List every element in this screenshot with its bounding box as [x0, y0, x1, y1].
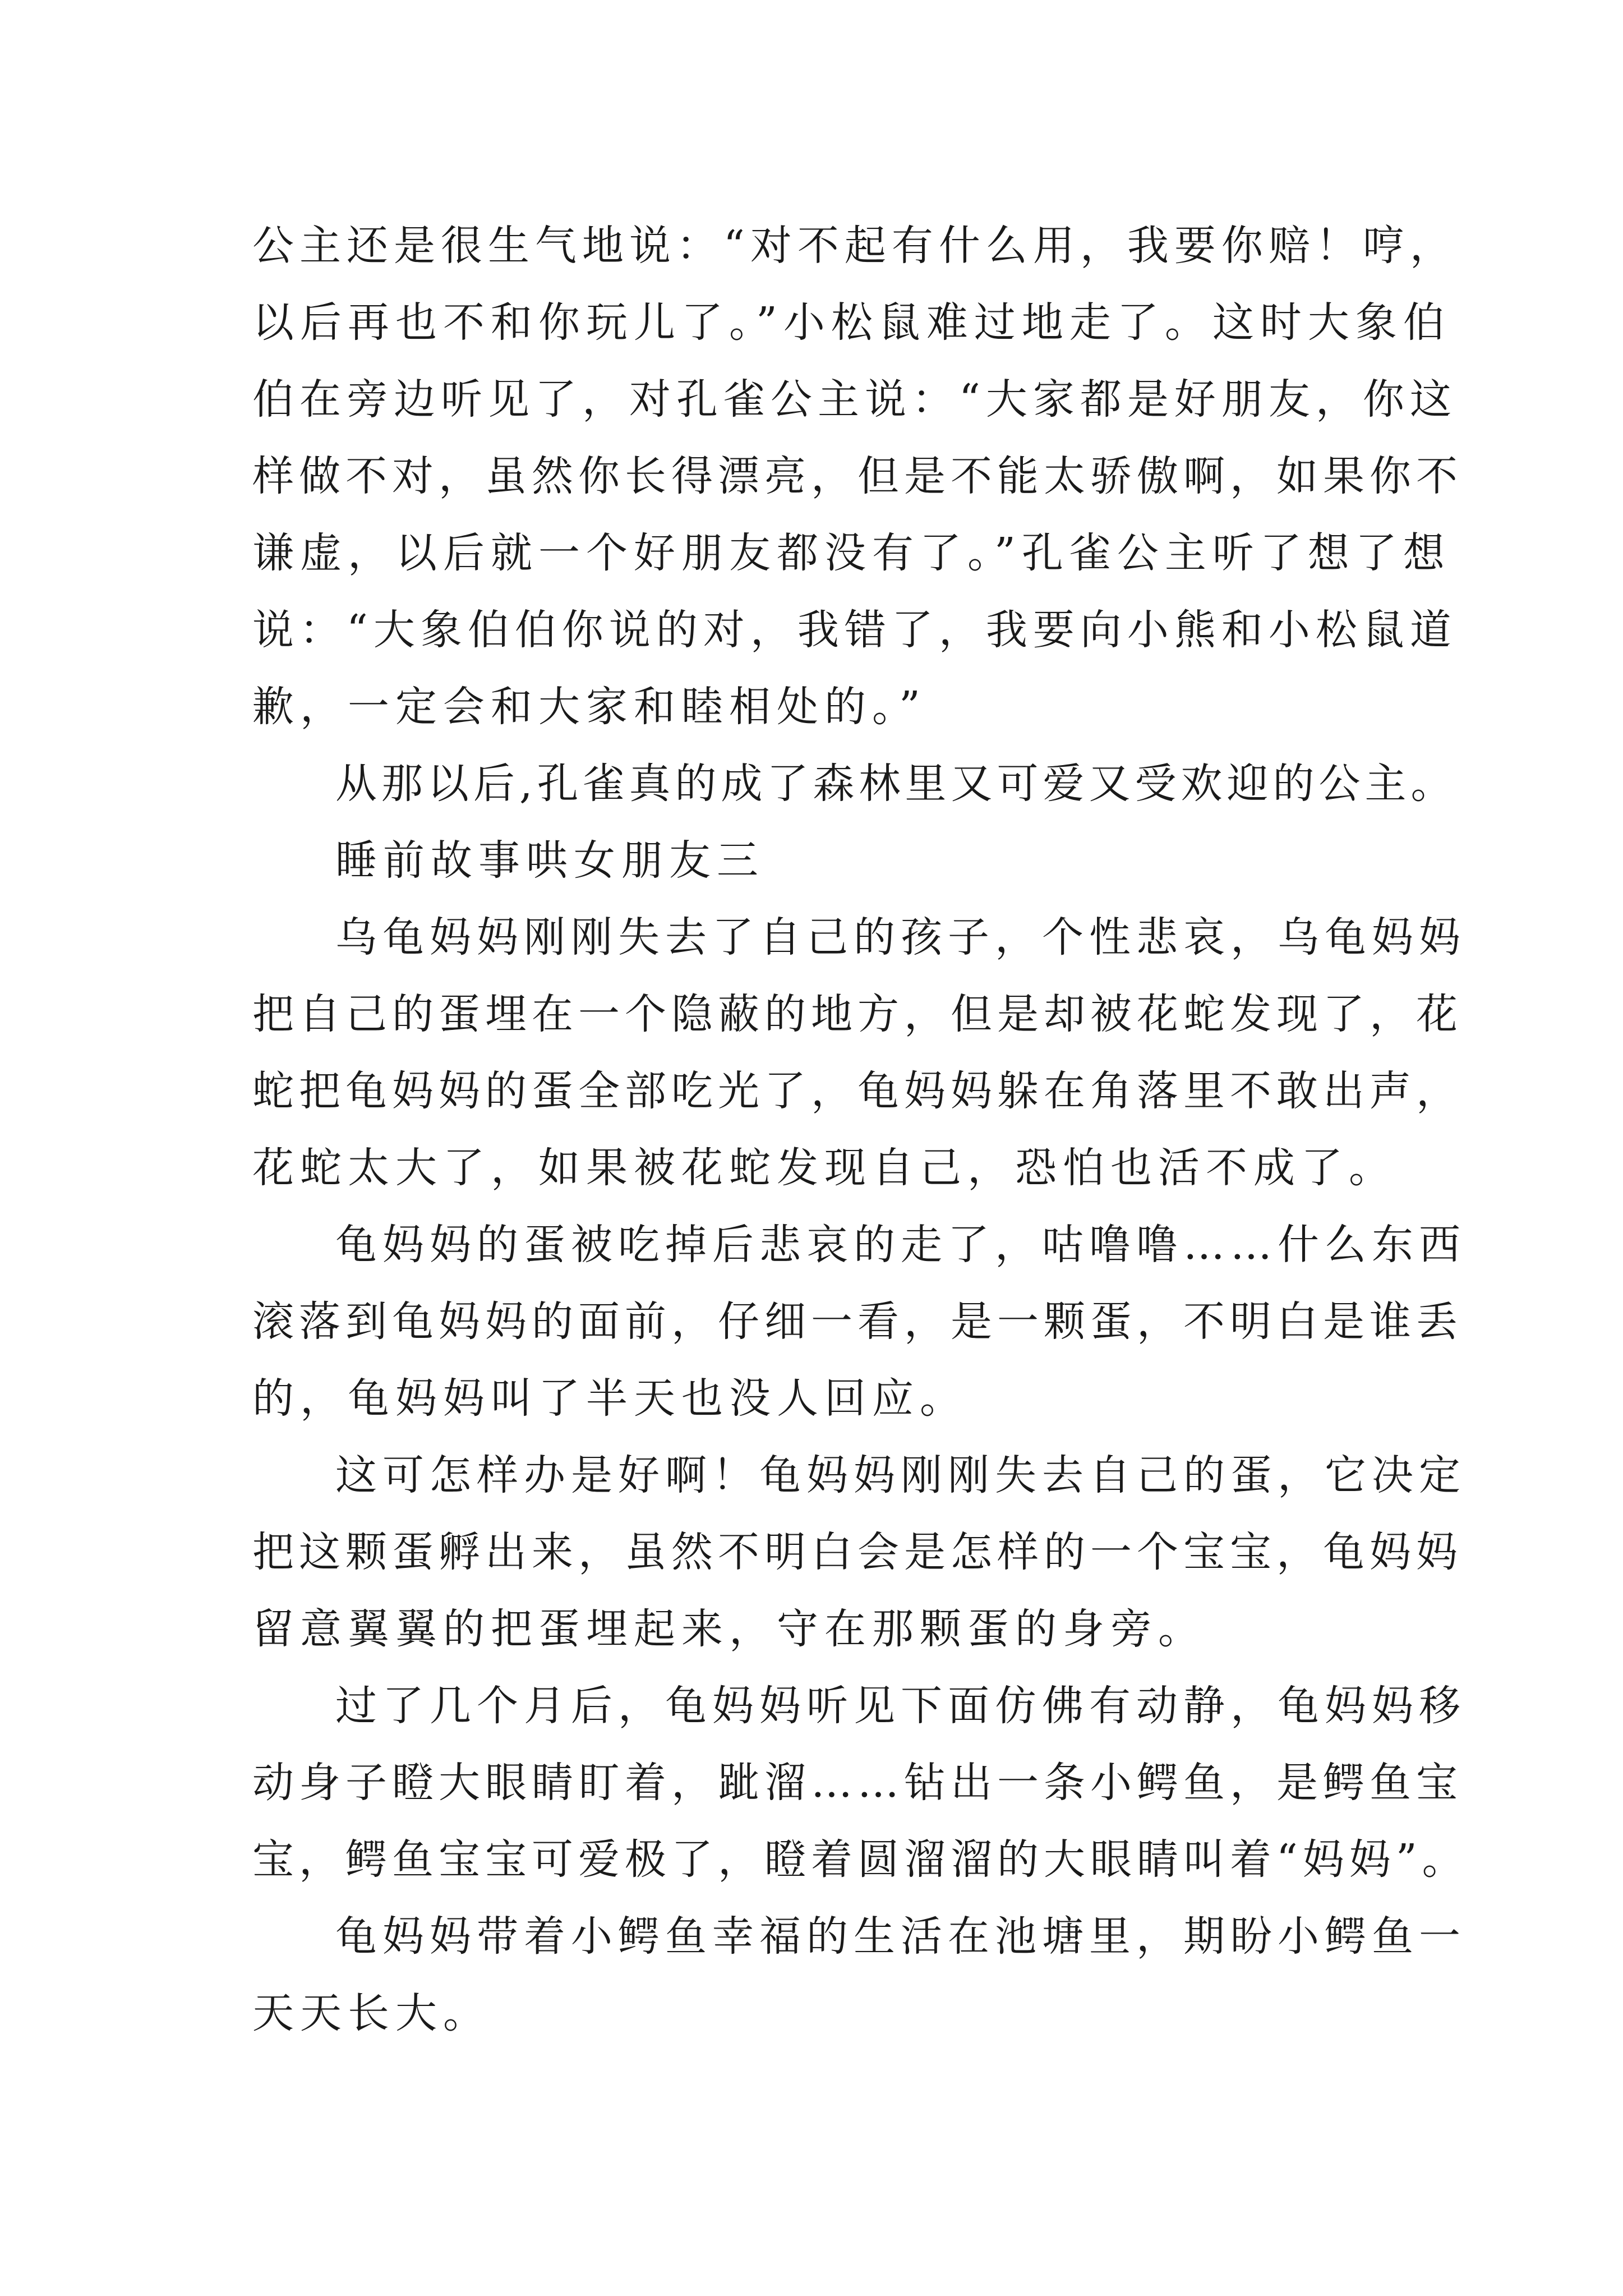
- text-line: 蛇把龟妈妈的蛋全部吃光了，龟妈妈躲在角落里不敢出声，: [252, 1067, 1463, 1115]
- text-line: 以后再也不和你玩儿了。”小松鼠难过地走了。这时大象伯: [252, 298, 1451, 347]
- paragraph-line: 过了几个月后，龟妈妈听见下面仿佛有动静，龟妈妈移: [335, 1682, 1466, 1730]
- text-line: 谦虚，以后就一个好朋友都没有了。”孔雀公主听了想了想: [252, 529, 1451, 577]
- text-line: 留意翼翼的把蛋埋起来，守在那颗蛋的身旁。: [252, 1605, 1206, 1653]
- paragraph-line: 从那以后,孔雀真的成了森林里又可爱又受欢迎的公主。: [335, 760, 1457, 808]
- text-line: 动身子瞪大眼睛盯着，跐溜……钻出一条小鳄鱼，是鳄鱼宝: [252, 1759, 1463, 1807]
- section-title: 睡前故事哄女朋友三: [335, 836, 764, 885]
- text-line: 天天长大。: [252, 1989, 491, 2037]
- text-line: 伯在旁边听见了，对孔雀公主说：“大家都是好朋友，你这: [252, 375, 1457, 424]
- paragraph-line: 龟妈妈带着小鳄鱼幸福的生活在池塘里，期盼小鳄鱼一: [335, 1912, 1466, 1961]
- paragraph-line: 这可怎样办是好啊！龟妈妈刚刚失去自己的蛋，它决定: [335, 1451, 1466, 1499]
- text-line: 样做不对，虽然你长得漂亮，但是不能太骄傲啊，如果你不: [252, 452, 1463, 500]
- text-line: 歉，一定会和大家和睦相处的。”: [252, 683, 926, 731]
- text-line: 把自己的蛋埋在一个隐蔽的地方，但是却被花蛇发现了，花: [252, 990, 1463, 1038]
- text-line: 宝，鳄鱼宝宝可爱极了，瞪着圆溜溜的大眼睛叫着“妈妈”。: [252, 1835, 1469, 1884]
- text-line: 的，龟妈妈叫了半天也没人回应。: [252, 1374, 967, 1423]
- text-line: 滚落到龟妈妈的面前，仔细一看，是一颗蛋，不明白是谁丢: [252, 1297, 1463, 1346]
- text-line: 说：“大象伯伯你说的对，我错了，我要向小熊和小松鼠道: [252, 606, 1457, 654]
- text-line: 把这颗蛋孵出来，虽然不明白会是怎样的一个宝宝，龟妈妈: [252, 1528, 1463, 1576]
- paragraph-line: 乌龟妈妈刚刚失去了自己的孩子，个性悲哀，乌龟妈妈: [335, 913, 1466, 961]
- text-line: 花蛇太大了，如果被花蛇发现自己，恐怕也活不成了。: [252, 1144, 1396, 1192]
- paragraph-line: 龟妈妈的蛋被吃掉后悲哀的走了，咕噜噜……什么东西: [335, 1221, 1466, 1269]
- text-line: 公主还是很生气地说：“对不起有什么用，我要你赔！哼，: [252, 222, 1457, 270]
